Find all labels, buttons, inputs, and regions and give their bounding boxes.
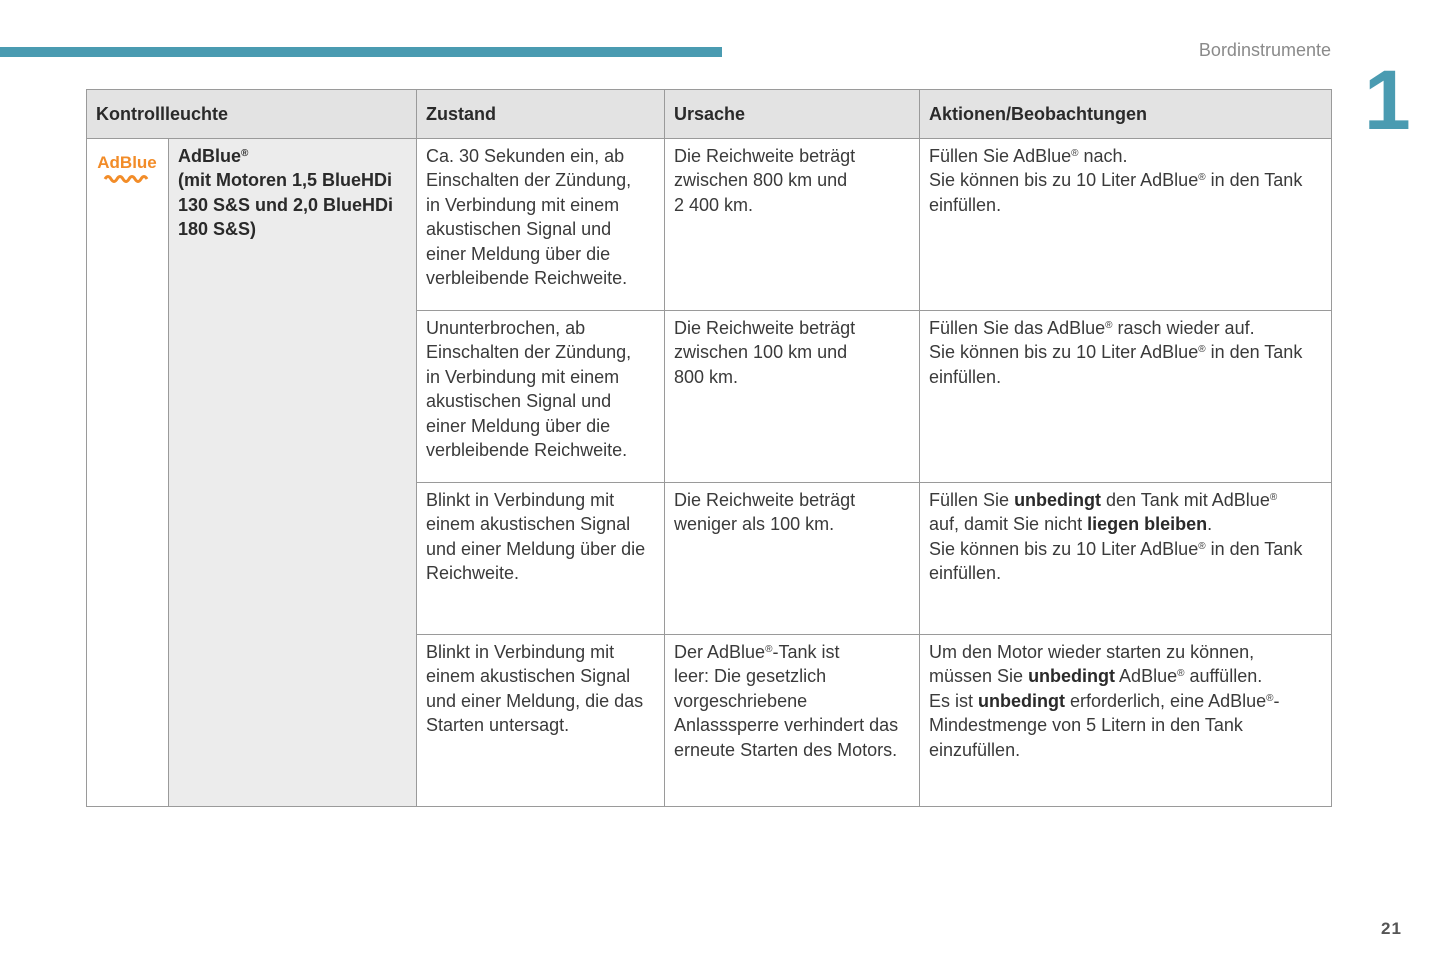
aktionen-cell: Um den Motor wieder starten zu können, müssen Sie unbedingt AdBlue® auffüllen. Es ist unbedingt erforderlich, eine AdBlue®- Mindestmenge von 5 Litern in den Tank einzufüllen. xyxy=(920,635,1332,807)
header-aktionen: Aktionen/Beobachtungen xyxy=(920,90,1332,139)
indicator-icon-cell xyxy=(87,139,169,807)
indicator-name: AdBlue® xyxy=(178,146,249,166)
adblue-warning-icon xyxy=(95,153,160,187)
ursache-cell: Der AdBlue®-Tank ist leer: Die gesetzlich vorgeschriebene Anlasssperre verhindert das erneute Starten des Motors. xyxy=(665,635,920,807)
header-ursache: Ursache xyxy=(665,90,920,139)
ursache-cell: Die Reichweite beträgt zwischen 100 km und 800 km. xyxy=(665,311,920,483)
aktionen-cell: Füllen Sie unbedingt den Tank mit AdBlue® auf, damit Sie nicht liegen bleiben. Sie können bis zu 10 Liter AdBlue® in den Tank einfüllen. xyxy=(920,483,1332,635)
section-title: Bordinstrumente xyxy=(1198,40,1331,60)
indicator-engine-line: (mit Motoren 1,5 BlueHDi xyxy=(178,170,393,191)
aktionen-cell: Füllen Sie das AdBlue® rasch wieder auf. Sie können bis zu 10 Liter AdBlue® in den Tank einfüllen. xyxy=(920,311,1332,483)
table-header-row xyxy=(87,90,1332,139)
table-row xyxy=(87,139,1332,311)
indicator-engine-line: 180 S&S) xyxy=(178,219,257,240)
header-zustand: Zustand xyxy=(417,90,665,139)
zustand-cell: Blinkt in Verbindung mit einem akustischen Signal und einer Meldung über die Reichweite. xyxy=(417,483,665,635)
indicator-label-cell xyxy=(169,139,417,807)
warning-lights-table xyxy=(86,89,1332,807)
aktionen-cell: Füllen Sie AdBlue® nach. Sie können bis zu 10 Liter AdBlue® in den Tank einfüllen. xyxy=(920,139,1332,311)
zustand-cell: Blinkt in Verbindung mit einem akustischen Signal und einer Meldung, die das Starten untersagt. xyxy=(417,635,665,807)
indicator-engine-line: 130 S&S und 2,0 BlueHDi xyxy=(178,194,394,215)
ursache-cell: Die Reichweite beträgt weniger als 100 km. xyxy=(665,483,920,635)
adblue-icon-text: AdBlue xyxy=(97,153,157,172)
page-number: 21 xyxy=(1381,919,1402,938)
header-accent-bar xyxy=(0,47,722,57)
zustand-cell: Ununterbrochen, ab Einschalten der Zündung, in Verbindung mit einem akustischen Signal und einer Meldung über die verbleibende Reichweite. xyxy=(417,311,665,483)
zustand-cell: Ca. 30 Sekunden ein, ab Einschalten der Zündung, in Verbindung mit einem akustischen Signal und einer Meldung über die verbleibende Reichweite. xyxy=(417,139,665,311)
header-kontrollleuchte: Kontrollleuchte xyxy=(87,90,417,139)
chapter-number: 1 xyxy=(1364,53,1411,147)
ursache-cell: Die Reichweite beträgt zwischen 800 km und 2 400 km. xyxy=(665,139,920,311)
